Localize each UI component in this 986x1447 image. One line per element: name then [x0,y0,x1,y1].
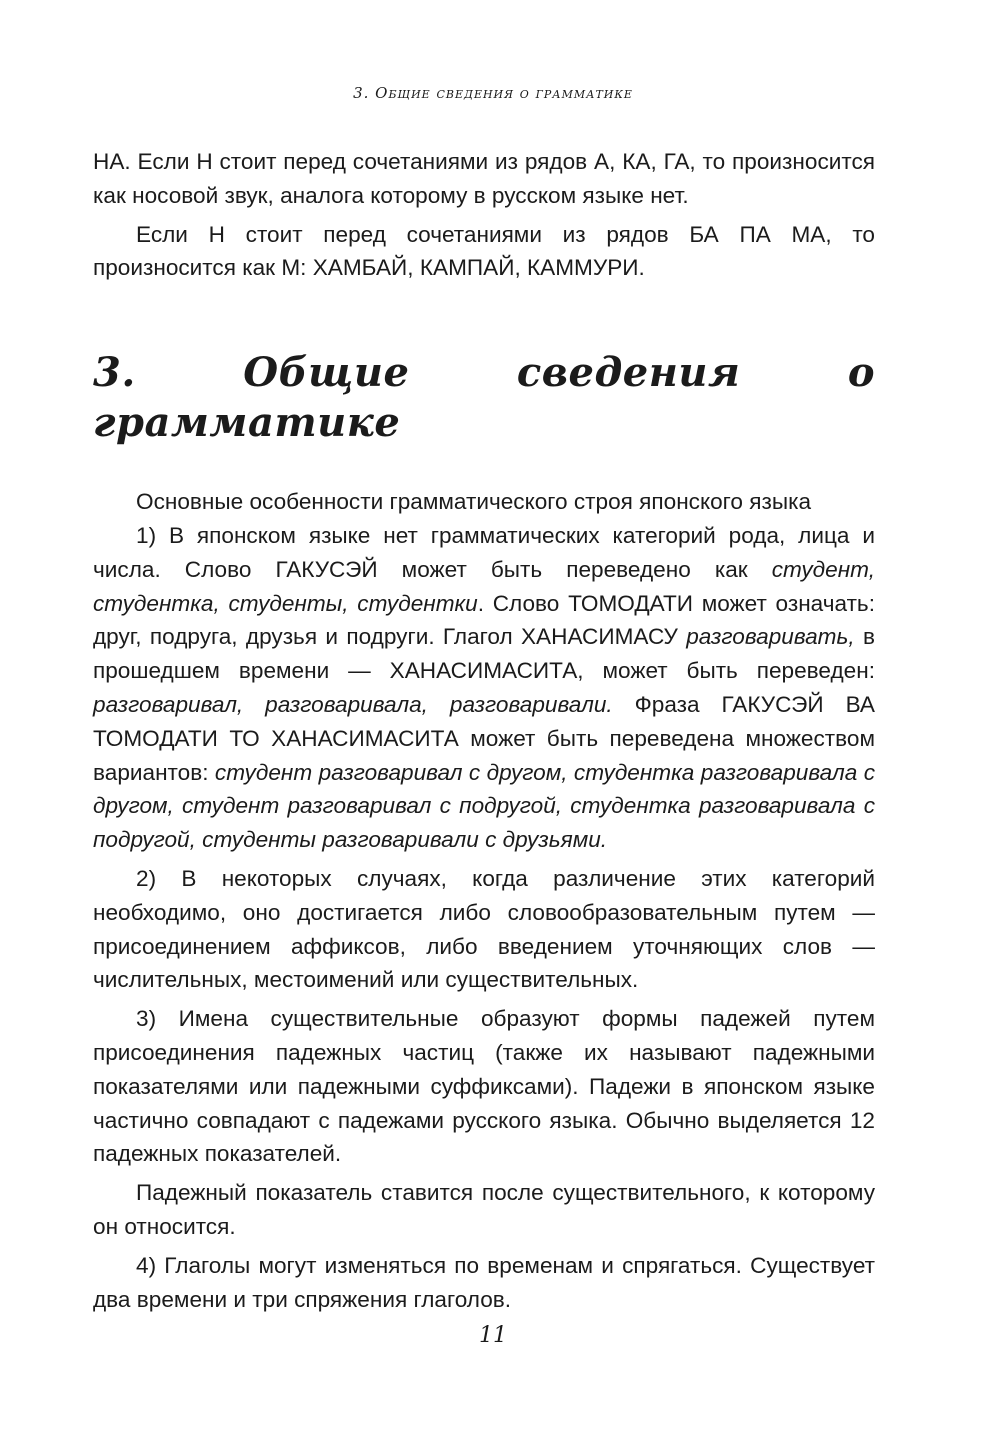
point-1-text-1: 1) В японском языке нет грамматических категорий рода, лица и числа. Слово ГАКУСЭЙ может быть переведено как [93,522,875,582]
section-intro: Основные особенности грамматического строя японского языка [136,489,812,515]
point-3-note: Падежный показатель ставится после существительного, к которому он относится. [93,1180,875,1239]
page-number: 11 [479,1323,507,1348]
point-1-example-1: студент, студентка, студенты, студентки [93,556,875,616]
point-1-text-4: Фраза ГАКУСЭЙ ВА ТОМОДАТИ ТО ХАНАСИМАСИТА может быть переведена множеством вариантов: [93,691,875,785]
point-1-text-2: . Слово ТОМОДАТИ может означать: друг, подруга, друзья и подруги. Глагол ХАНАСИМАСУ [93,590,875,650]
point-1-example-3: разговаривал, разговаривала, разговаривали. [93,691,613,717]
chapter-title: 3. Общие сведения о грамматике [93,349,875,447]
point-1-example-4: студент разговаривал с другом, студентка разговаривала с другом, студент разговаривал с подругой, студентка разговаривала с подругой, студенты разговаривали с друзьями. [93,759,876,853]
point-1-text-3: в прошедшем времени — ХАНАСИМАСИТА, может быть переведен: [93,624,876,684]
point-4-paragraph: 4) Глаголы могут изменяться по временам и спрягаться. Существует два времени и три спряжения глаголов. [93,1252,875,1312]
intro-paragraph-1: НА. Если Н стоит перед сочетаниями из рядов А, КА, ГА, то произносится как носовой звук, аналога которому в русском языке нет. [93,149,875,208]
point-1-paragraph [93,519,875,857]
point-3-paragraph: 3) Имена существительные образуют формы падежей путем присоединения падежных частиц (также их называют падежными показателями или падежными суффиксами). Падежи в японском языке частично совпадают с падежами русского языка. Обычно выделяется 12 падежных показателей. [93,1006,875,1167]
point-1-example-2: разговаривать, [686,624,855,650]
point-2-paragraph: 2) В некоторых случаях, когда различение этих категорий необходимо, оно достигается либо словообразовательным путем — присоединением аффиксов, либо введением уточняющих слов — числительных, местоимений или существительных. [93,865,875,993]
intro-paragraph-2: Если Н стоит перед сочетаниями из рядов БА ПА МА, то произносится как М: ХАМБАЙ, КАМПАЙ, КАММУРИ. [93,221,875,281]
running-head: 3. Общие сведения о грамматике [353,84,633,102]
page-body [93,145,875,1316]
